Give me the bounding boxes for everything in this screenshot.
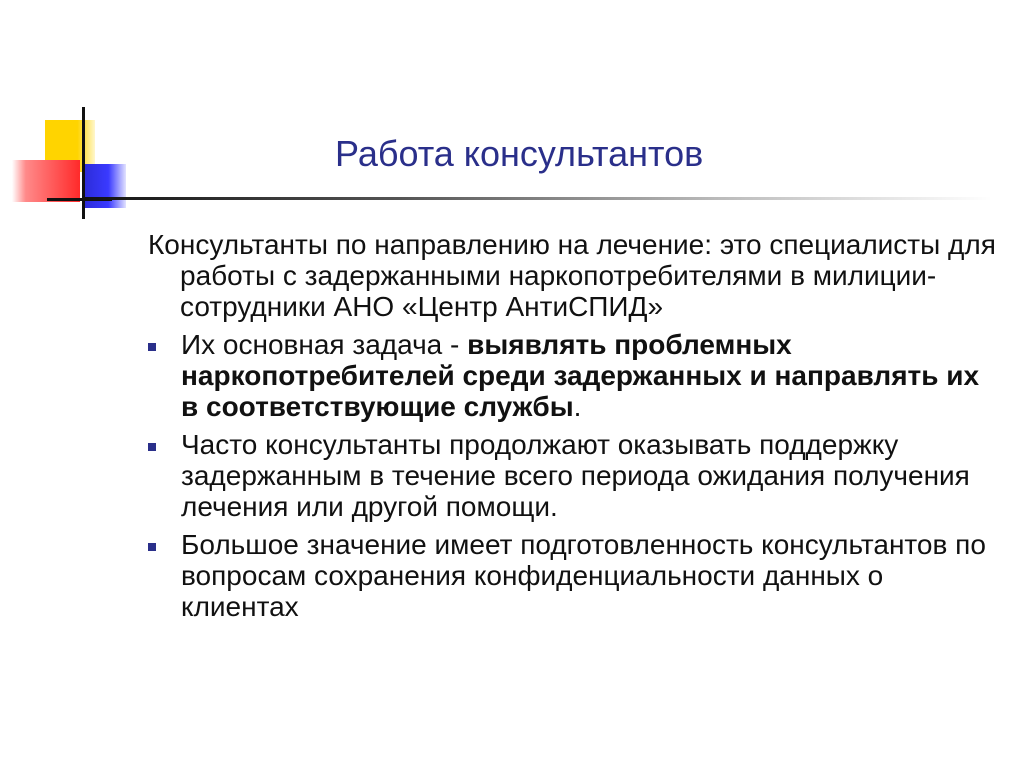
bullet-text: Их основная задача - bbox=[181, 329, 468, 360]
bullet-text: Часто консультанты продолжают оказывать поддержку задержанным в течение всего периода ожидания получения лечения или другой помощи. bbox=[181, 429, 970, 522]
lead-paragraph: Консультанты по направлению на лечение: это специалисты для работы с задержанными наркопотребителями в милиции- сотрудники АНО «Центр АнтиСПИД» bbox=[148, 229, 996, 322]
title-underline-rule bbox=[82, 197, 992, 200]
red-block bbox=[12, 160, 80, 202]
bullet-text-emphasis: выявлять проблемных наркопотребителей среди задержанных и направлять их в соответствующие службы bbox=[181, 329, 980, 422]
bullet-item bbox=[148, 329, 998, 422]
bullet-text-end: . bbox=[573, 391, 582, 422]
blue-block bbox=[82, 164, 126, 208]
vertical-rule bbox=[82, 107, 85, 219]
bullet-text: Большое значение имеет подготовленность консультантов по вопросам сохранения конфиденциальности данных о клиентах bbox=[181, 529, 986, 622]
color-blocks-logo-icon bbox=[0, 0, 140, 240]
square-bullet-icon bbox=[148, 443, 156, 451]
bullet-item bbox=[148, 429, 998, 522]
square-bullet-icon bbox=[148, 543, 156, 551]
slide-title: Работа консультантов bbox=[335, 133, 704, 174]
square-bullet-icon bbox=[148, 343, 156, 351]
slide-body bbox=[148, 229, 998, 629]
bullet-item bbox=[148, 529, 998, 622]
